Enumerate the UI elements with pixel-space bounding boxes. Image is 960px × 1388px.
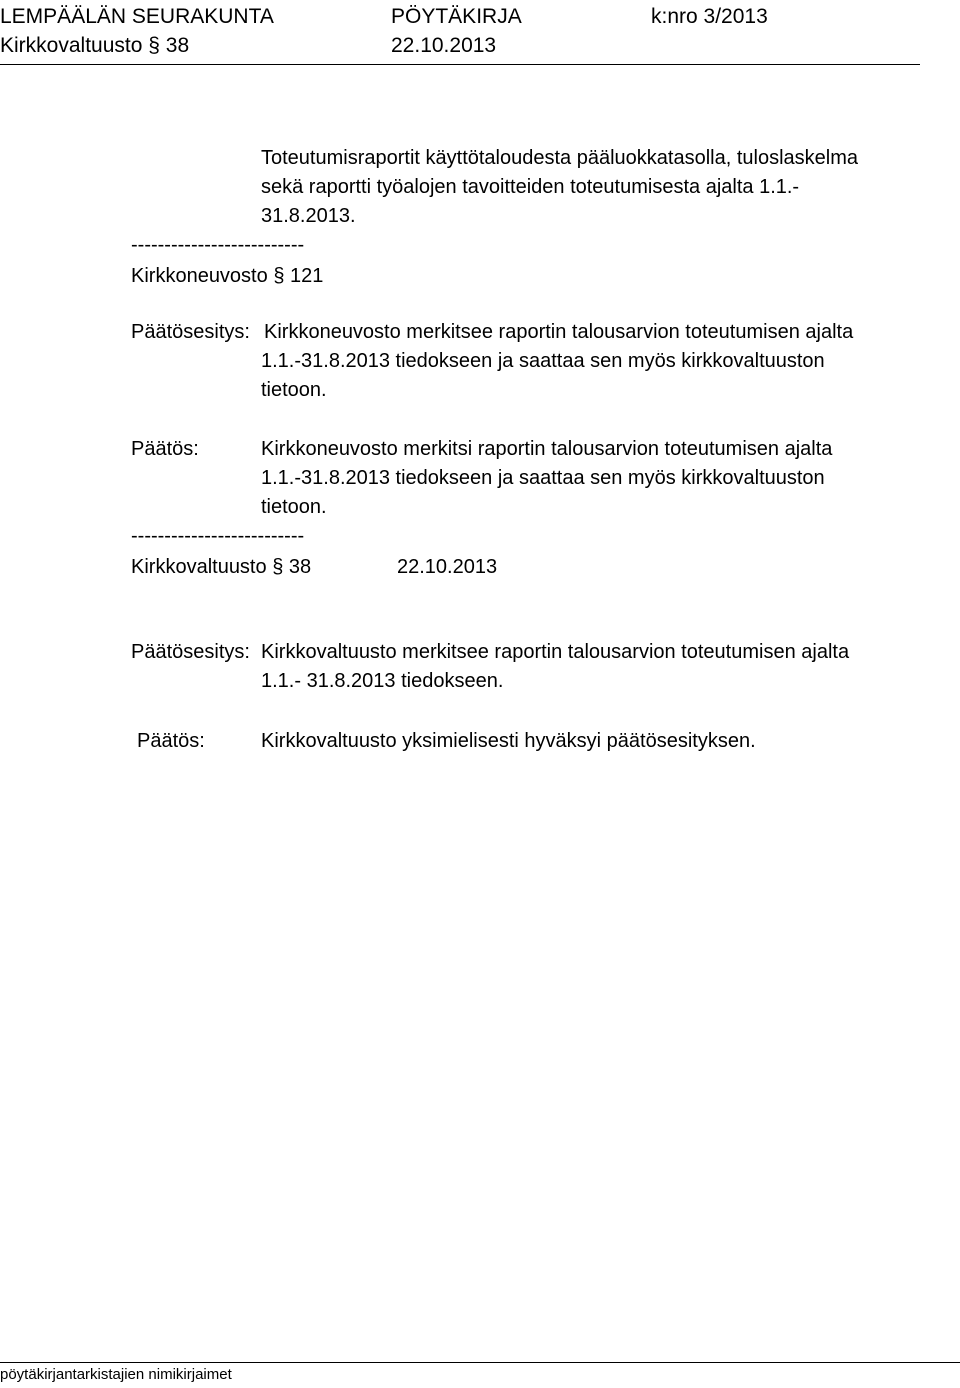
kn-decision-line-1: Kirkkoneuvosto merkitsi raportin talousarvion toteutumisen ajalta — [261, 438, 833, 460]
kv-decision-line-1: Kirkkovaltuusto yksimielisesti hyväksyi päätösesityksen. — [261, 730, 756, 752]
kn-body-name: Kirkkoneuvosto — [131, 265, 268, 287]
dash-divider-1: -------------------------- — [131, 234, 305, 256]
kv-proposal-line-1: Kirkkovaltuusto merkitsee raportin talousarvion toteutumisen ajalta — [261, 641, 850, 663]
kv-section-number: 38 — [288, 556, 312, 578]
kn-proposal-line-2: 1.1.-31.8.2013 tiedokseen ja saattaa sen myös kirkkovaltuuston — [261, 350, 825, 372]
kv-date: 22.10.2013 — [397, 556, 498, 578]
doc-number: k:nro 3/2013 — [651, 5, 768, 28]
section-sign: § — [273, 265, 285, 287]
kirkkoneuvosto-heading — [131, 262, 323, 291]
header-meeting — [0, 33, 189, 59]
header-body-name: Kirkkovaltuusto — [0, 34, 143, 57]
header-rule — [0, 64, 920, 65]
kv-decision-label: Päätös: — [137, 730, 205, 752]
kn-decision-label: Päätös: — [131, 438, 199, 460]
kirkkovaltuusto-heading — [131, 553, 311, 582]
kn-proposal-line-1: Kirkkoneuvosto merkitsee raportin talousarvion toteutumisen ajalta — [264, 321, 854, 343]
kv-body-name: Kirkkovaltuusto — [131, 556, 267, 578]
header-date: 22.10.2013 — [391, 34, 497, 57]
footer-note: pöytäkirjantarkistajien nimikirjaimet — [0, 1366, 232, 1383]
title-line-2: sekä raportti työalojen tavoitteiden toteutumisesta ajalta 1.1.- — [261, 176, 800, 198]
kn-proposal-label: Päätösesitys: — [131, 321, 250, 343]
org-name: LEMPÄÄLÄN SEURAKUNTA — [0, 5, 274, 28]
footer-rule — [0, 1362, 960, 1363]
kn-section-number: 121 — [290, 265, 324, 287]
kn-decision-line-2: 1.1.-31.8.2013 tiedokseen ja saattaa sen myös kirkkovaltuuston — [261, 467, 825, 489]
kv-proposal-label: Päätösesitys: — [131, 641, 250, 663]
title-line-1: Toteutumisraportit käyttötaloudesta pääluokkatasolla, tuloslaskelma — [261, 147, 858, 169]
kn-proposal-line-3: tietoon. — [261, 379, 327, 401]
kn-decision-line-3: tietoon. — [261, 496, 327, 518]
kv-proposal-line-2: 1.1.- 31.8.2013 tiedokseen. — [261, 670, 504, 692]
title-line-3: 31.8.2013. — [261, 205, 356, 227]
section-sign: § — [148, 34, 160, 57]
doc-type: PÖYTÄKIRJA — [391, 5, 522, 28]
header-section-number: 38 — [165, 34, 190, 57]
dash-divider-2: -------------------------- — [131, 525, 305, 547]
section-sign: § — [272, 556, 284, 578]
